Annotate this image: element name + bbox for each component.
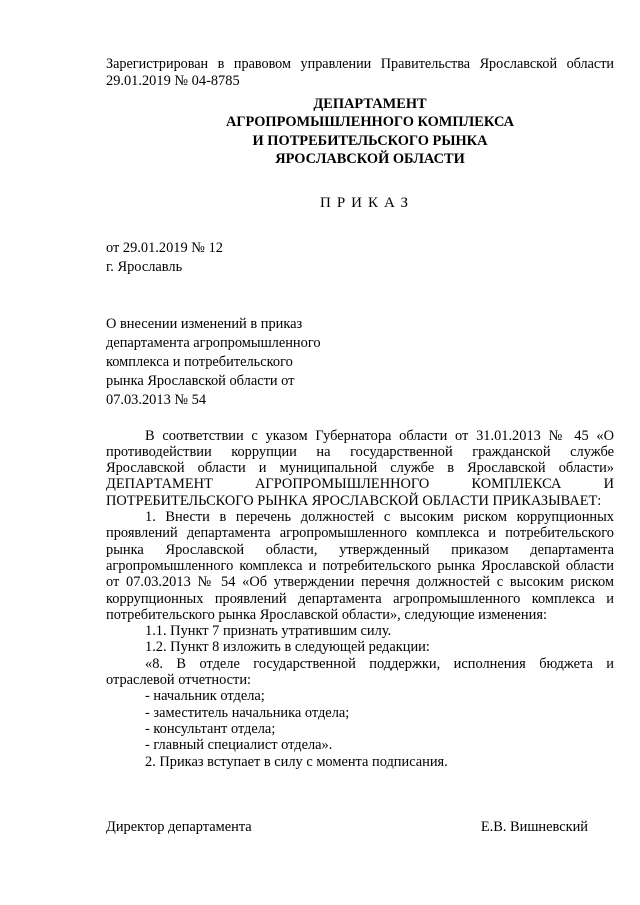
subject-line-1: О внесении изменений в приказ	[106, 315, 303, 332]
order-subject	[106, 315, 346, 410]
item-1-paragraph: 1. Внести в перечень должностей с высоким риском коррупционных проявлений департамента агропромышленного комплекса и потребительского рынка Ярославской области, утвержденный приказом департамента агропромышленного комплекса и потребительского рынка Ярославской области от 07.03.2013 № 54 «Об утверждении перечня должностей с высоким риском коррупционных проявлений департамента агропромышленного комплекса и потребительского рынка Ярославской области», следующие изменения:	[106, 509, 614, 623]
signatory-position: Директор департамента	[106, 819, 252, 835]
department-line-3: И ПОТРЕБИТЕЛЬСКОГО РЫНКА	[252, 132, 488, 149]
list-item: - консультант отдела;	[145, 720, 276, 737]
order-date-number: от 29.01.2019 № 12	[106, 239, 223, 256]
item-2-paragraph: 2. Приказ вступает в силу с момента подписания.	[145, 753, 448, 770]
item-1-1-paragraph: 1.1. Пункт 7 признать утратившим силу.	[145, 623, 392, 640]
registration-note	[106, 56, 614, 89]
order-meta	[106, 239, 614, 277]
department-line-4: ЯРОСЛАВСКОЙ ОБЛАСТИ	[275, 150, 465, 167]
signatory-name: Е.В. Вишневский	[480, 819, 588, 835]
department-header	[106, 95, 614, 168]
subject-line-5: 07.03.2013 № 54	[106, 391, 207, 408]
list-item: - заместитель начальника отдела;	[145, 704, 350, 721]
item-8-paragraph: «8. В отделе государственной поддержки, исполнения бюджета и отраслевой отчетности:	[106, 655, 614, 689]
subject-line-3: комплекса и потребительского	[106, 353, 293, 370]
subject-line-2: департамента агропромышленного	[106, 334, 321, 351]
order-body	[106, 428, 614, 770]
list-item: - главный специалист отдела».	[145, 737, 333, 754]
department-line-1: ДЕПАРТАМЕНТ	[313, 96, 427, 113]
registration-line-2: 29.01.2019 № 04-8785	[106, 72, 240, 89]
document-page	[106, 56, 614, 770]
department-line-2: АГРОПРОМЫШЛЕННОГО КОМПЛЕКСА	[225, 114, 515, 131]
order-title: ПРИКАЗ	[320, 195, 414, 211]
signature-block	[106, 819, 588, 836]
list-item: - начальник отдела;	[145, 688, 265, 705]
preamble-paragraph: В соответствии с указом Губернатора области от 31.01.2013 № 45 «О противодействии коррупции на государственной гражданской службе Ярославской области и муниципальной службе в Ярославской области» ДЕПАРТАМЕНТ АГРОПРОМЫШЛЕННОГО КОМПЛЕКСА И ПОТРЕБИТЕЛЬСКОГО РЫНКА ЯРОСЛАВСКОЙ ОБЛАСТИ ПРИКАЗЫВАЕТ:	[106, 427, 614, 509]
registration-line-1: Зарегистрирован в правовом управлении Правительства Ярославской области	[106, 56, 614, 72]
item-1-2-paragraph: 1.2. Пункт 8 изложить в следующей редакции:	[145, 639, 430, 656]
subject-line-4: рынка Ярославской области от	[106, 372, 295, 389]
order-city: г. Ярославль	[106, 258, 183, 275]
